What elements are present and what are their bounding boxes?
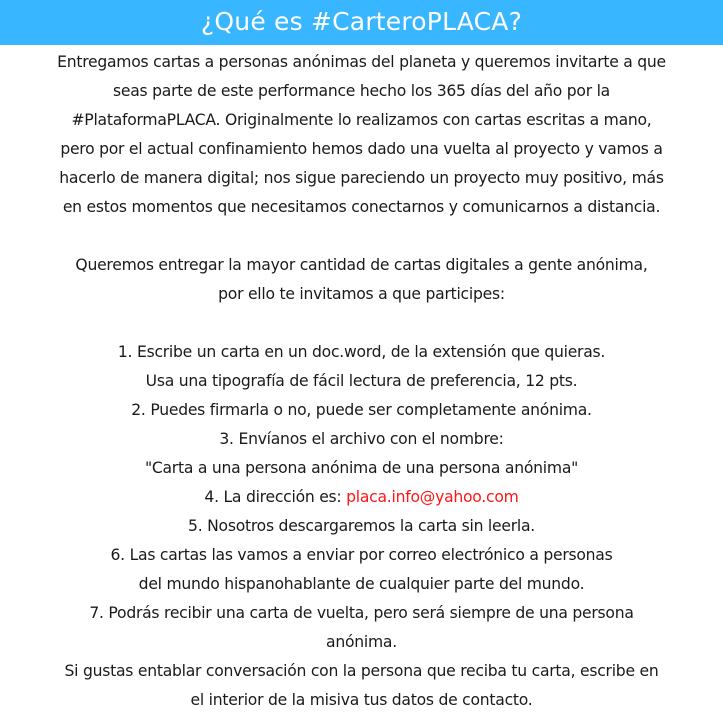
intro-line: seas parte de este performance hecho los 365 días del año por la [113, 82, 610, 100]
step-1: 1. Escribe un carta en un doc.word, de la extensión que quieras. [117, 343, 606, 361]
document-body [0, 48, 723, 715]
step-1-detail: Usa una tipografía de fácil lectura de preferencia, 12 pts. [145, 372, 578, 390]
paragraph-spacer [0, 222, 723, 251]
step-4 [0, 483, 723, 512]
step-6-continued: del mundo hispanohablante de cualquier parte del mundo. [138, 575, 585, 593]
step-5: 5. Nosotros descargaremos la carta sin leerla. [188, 517, 535, 535]
invitation-line: Queremos entregar la mayor cantidad de cartas digitales a gente anónima, [75, 256, 648, 274]
step-4-label: 4. La dirección es: [204, 488, 347, 506]
intro-line: pero por el actual confinamiento hemos dado una vuelta al proyecto y vamos a [60, 140, 663, 158]
steps-list [0, 338, 723, 657]
step-3: 3. Envíanos el archivo con el nombre: [219, 430, 504, 448]
intro-line: #PlataformaPLACA. Originalmente lo realizamos con cartas escritas a mano, [71, 111, 652, 129]
intro-line: hacerlo de manera digital; nos sigue pareciendo un proyecto muy positivo, más [59, 169, 664, 187]
step-6: 6. Las cartas las vamos a enviar por correo electrónico a personas [110, 546, 613, 564]
step-2: 2. Puedes firmarla o no, puede ser completamente anónima. [131, 401, 592, 419]
page-title: ¿Qué es #CarteroPLACA? [200, 7, 523, 36]
intro-line: Entregamos cartas a personas anónimas del planeta y queremos invitarte a que [57, 53, 666, 71]
step-7-continued: anónima. [326, 633, 397, 651]
closing-line: el interior de la misiva tus datos de contacto. [190, 691, 533, 709]
closing-paragraph [0, 657, 723, 715]
invitation-line: por ello te invitamos a que participes: [218, 285, 505, 303]
closing-line: Si gustas entablar conversación con la persona que reciba tu carta, escribe en [64, 662, 659, 680]
paragraph-spacer [0, 309, 723, 338]
step-3-filename: "Carta a una persona anónima de una persona anónima" [144, 459, 579, 477]
intro-paragraph [0, 48, 723, 222]
intro-line: en estos momentos que necesitamos conectarnos y comunicarnos a distancia. [62, 198, 661, 216]
step-7: 7. Podrás recibir una carta de vuelta, pero será siempre de una persona [89, 604, 634, 622]
invitation-paragraph [0, 251, 723, 309]
header-banner [0, 0, 723, 45]
email-link[interactable]: placa.info@yahoo.com [346, 488, 519, 506]
